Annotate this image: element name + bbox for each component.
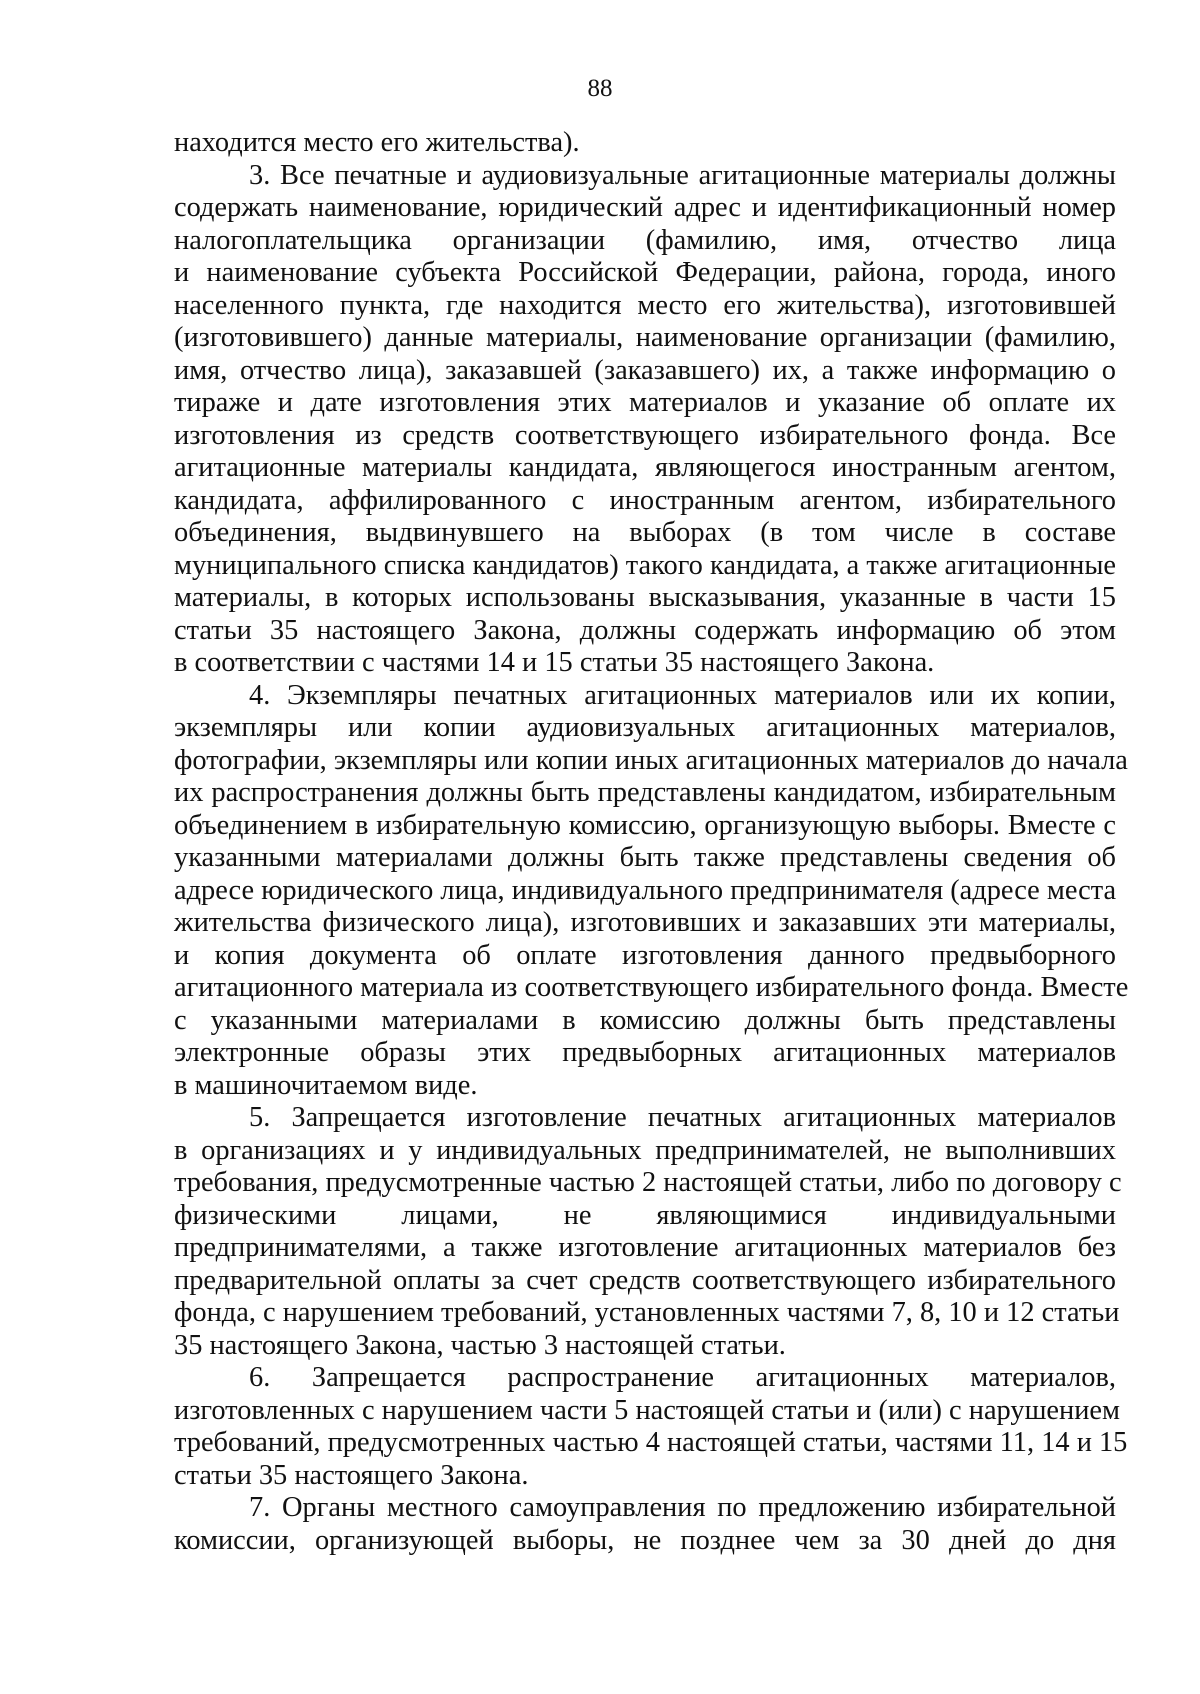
text-line: предварительной оплаты за счет средств соответствующего избирательного [174,1264,1116,1296]
text-line: тираже и дате изготовления этих материалов и указание об оплате их [174,387,1116,418]
paragraph [174,160,1116,680]
text-line: агитационные материалы кандидата, являющегося иностранным агентом, [174,452,1116,483]
text-line: объединением в избирательную комиссию, организующую выборы. Вместе с [174,809,1116,841]
text-line: 7. Органы местного самоуправления по предложению избирательной [249,1492,1116,1523]
text-line: 4. Экземпляры печатных агитационных материалов или их копии, [249,679,1116,711]
text-line: изготовленных с нарушением части 5 настоящей статьи и (или) с нарушением [174,1394,1120,1426]
text-line: и копия документа об оплате изготовления данного предвыборного [174,939,1116,971]
text-line: 35 настоящего Закона, частью 3 настоящей статьи. [174,1329,786,1361]
text-line: предпринимателями, а также изготовление агитационных материалов без [174,1232,1116,1263]
text-line: 3. Все печатные и аудиовизуальные агитационные материалы должны [249,159,1116,191]
text-line: экземпляры или копии аудиовизуальных агитационных материалов, [174,712,1116,743]
text-line: статьи 35 настоящего Закона, должны содержать информацию об этом [174,614,1116,646]
paragraph [174,1492,1116,1557]
text-line: материалы, в которых использованы высказывания, указанные в части 15 [174,582,1116,613]
text-line: электронные образы этих предвыборных агитационных материалов [174,1037,1116,1068]
paragraph [174,679,1129,1103]
text-line: 6. Запрещается распространение агитационных материалов, [249,1362,1116,1393]
text-line: комиссии, организующей выборы, не позднее чем за 30 дней до дня [174,1524,1116,1556]
text-line: находится место его жительства). [174,127,580,158]
text-line: фотографии, экземпляры или копии иных агитационных материалов до начала [174,744,1128,776]
text-line: с указанными материалами в комиссию должны быть представлены [174,1004,1116,1036]
text-line: фонда, с нарушением требований, установленных частями 7, 8, 10 и 12 статьи [174,1297,1120,1328]
text-line: имя, отчество лица), заказавшей (заказавшего) их, а также информацию о [174,354,1116,386]
text-line: объединения, выдвинувшего на выборах (в том числе в составе [174,517,1116,548]
text-line: требований, предусмотренных частью 4 настоящей статьи, частями 11, 14 и 15 [174,1427,1128,1458]
page-number: 88 [587,75,613,102]
text-line: их распространения должны быть представлены кандидатом, избирательным [174,777,1116,808]
text-line: адресе юридического лица, индивидуального предпринимателя (адресе места [174,874,1117,906]
text-line: физическими лицами, не являющимися индивидуальными [174,1199,1116,1231]
text-line: кандидата, аффилированного с иностранным агентом, избирательного [174,484,1116,516]
text-line: и наименование субъекта Российской Федерации, района, города, иного [174,257,1116,288]
text-line: указанными материалами должны быть также представлены сведения об [174,842,1116,873]
paragraph [174,1102,1122,1362]
text-line: в организациях и у индивидуальных предпринимателей, не выполнивших [174,1134,1116,1166]
text-line: 5. Запрещается изготовление печатных агитационных материалов [249,1102,1116,1133]
document-body [174,127,1129,1557]
paragraph [174,127,1116,160]
text-line: агитационного материала из соответствующего избирательного фонда. Вместе [174,972,1129,1003]
text-line: (изготовившего) данные материалы, наименование организации (фамилию, [174,322,1116,353]
text-line: муниципального списка кандидатов) такого кандидата, а также агитационные [174,549,1116,581]
text-line: требования, предусмотренные частью 2 настоящей статьи, либо по договору с [174,1167,1122,1198]
text-line: в соответствии с частями 14 и 15 статьи 35 настоящего Закона. [174,647,935,678]
paragraph [174,1362,1128,1492]
text-line: в машиночитаемом виде. [174,1069,478,1101]
text-line: статьи 35 настоящего Закона. [174,1459,529,1491]
text-line: жительства физического лица), изготовивших и заказавших эти материалы, [174,907,1116,938]
text-line: содержать наименование, юридический адрес и идентификационный номер [174,192,1116,223]
text-line: налогоплательщика организации (фамилию, имя, отчество лица [174,224,1116,256]
text-line: изготовления из средств соответствующего избирательного фонда. Все [174,419,1116,451]
text-line: населенного пункта, где находится место его жительства), изготовившей [174,289,1116,321]
